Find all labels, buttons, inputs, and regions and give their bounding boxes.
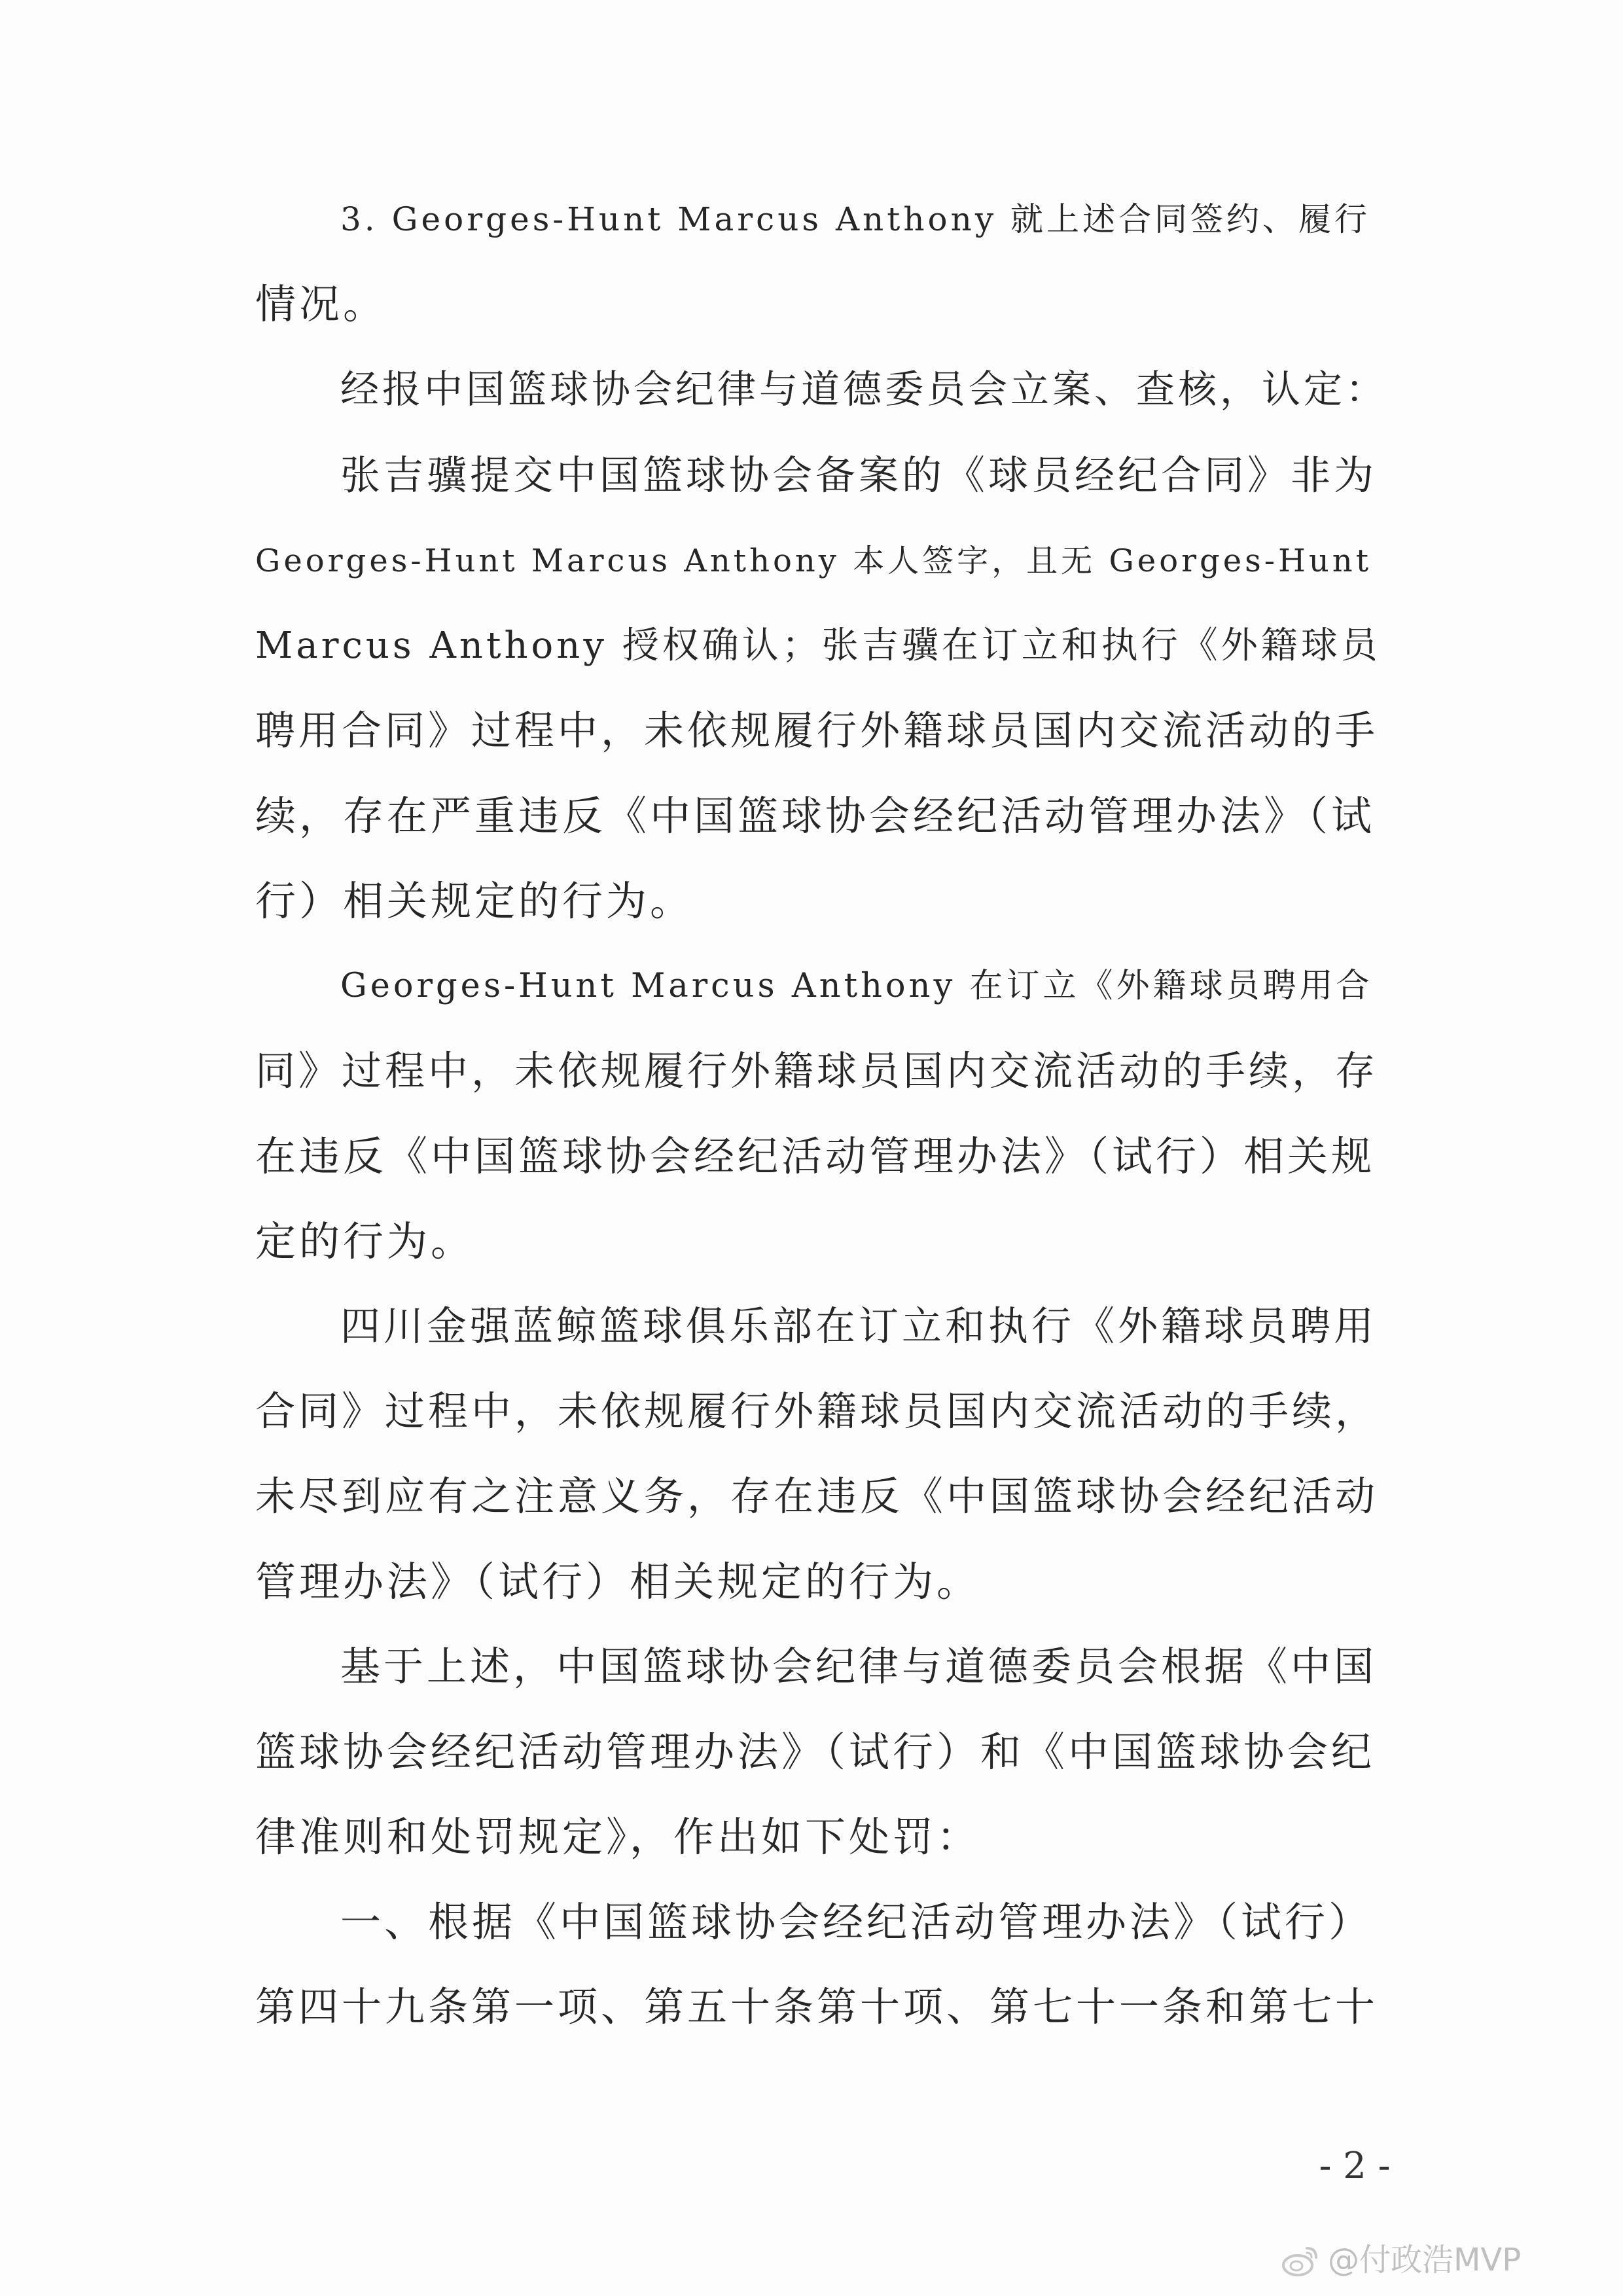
text-line: 情况。 xyxy=(255,280,387,328)
text-line: 在违反《中国篮球协会经纪活动管理办法》（试行）相关规 xyxy=(255,1132,1376,1180)
text-line: 四川金强蓝鲸篮球俱乐部在订立和执行《外籍球员聘用 xyxy=(340,1303,1378,1350)
text-line: 基于上述，中国篮球协会纪律与道德委员会根据《中国 xyxy=(340,1643,1378,1690)
text-line: 经报中国篮球协会纪律与道德委员会立案、查核，认定： xyxy=(340,367,1388,412)
text-line: 续，存在严重违反《中国篮球协会经纪活动管理办法》（试 xyxy=(255,792,1376,840)
text-line: 合同》过程中，未依规履行外籍球员国内交流活动的手续， xyxy=(255,1388,1379,1435)
text-line: 聘用合同》过程中，未依规履行外籍球员国内交流活动的手 xyxy=(255,708,1379,754)
text-line: 未尽到应有之注意义务，存在违反《中国篮球协会经纪活动 xyxy=(255,1473,1379,1520)
text-line: 管理办法》（试行）相关规定的行为。 xyxy=(255,1558,981,1605)
text-line: 篮球协会经纪活动管理办法》（试行）和《中国篮球协会纪 xyxy=(255,1728,1376,1776)
text-line: Georges-Hunt Marcus Anthony 本人签字，且无 Georges-Hunt xyxy=(255,543,1372,579)
text-line: 3. Georges-Hunt Marcus Anthony 就上述合同签约、履行 xyxy=(340,200,1370,238)
text-line: 定的行为。 xyxy=(255,1217,475,1265)
text-line: 律准则和处罚规定》，作出如下处罚： xyxy=(255,1813,981,1861)
text-line: 行）相关规定的行为。 xyxy=(255,877,694,925)
text-line: Georges-Hunt Marcus Anthony 在订立《外籍球员聘用合 xyxy=(340,967,1373,1005)
text-line: Marcus Anthony 授权确认；张吉骥在订立和执行《外籍球员 xyxy=(255,624,1381,667)
weibo-icon xyxy=(1279,2239,1321,2281)
watermark xyxy=(1279,2237,1521,2283)
text-line: 第四十九条第一项、第五十条第十项、第七十一条和第七十 xyxy=(255,1984,1379,2030)
text-line: 一、根据《中国篮球协会经纪活动管理办法》（试行） xyxy=(340,1898,1373,1946)
watermark-text: @付政浩MVP xyxy=(1328,2242,1522,2278)
text-line: 张吉骥提交中国篮球协会备案的《球员经纪合同》非为 xyxy=(340,452,1378,499)
text-line: 同》过程中，未依规履行外籍球员国内交流活动的手续，存 xyxy=(255,1048,1379,1094)
page-number: - 2 - xyxy=(1319,2145,1391,2187)
